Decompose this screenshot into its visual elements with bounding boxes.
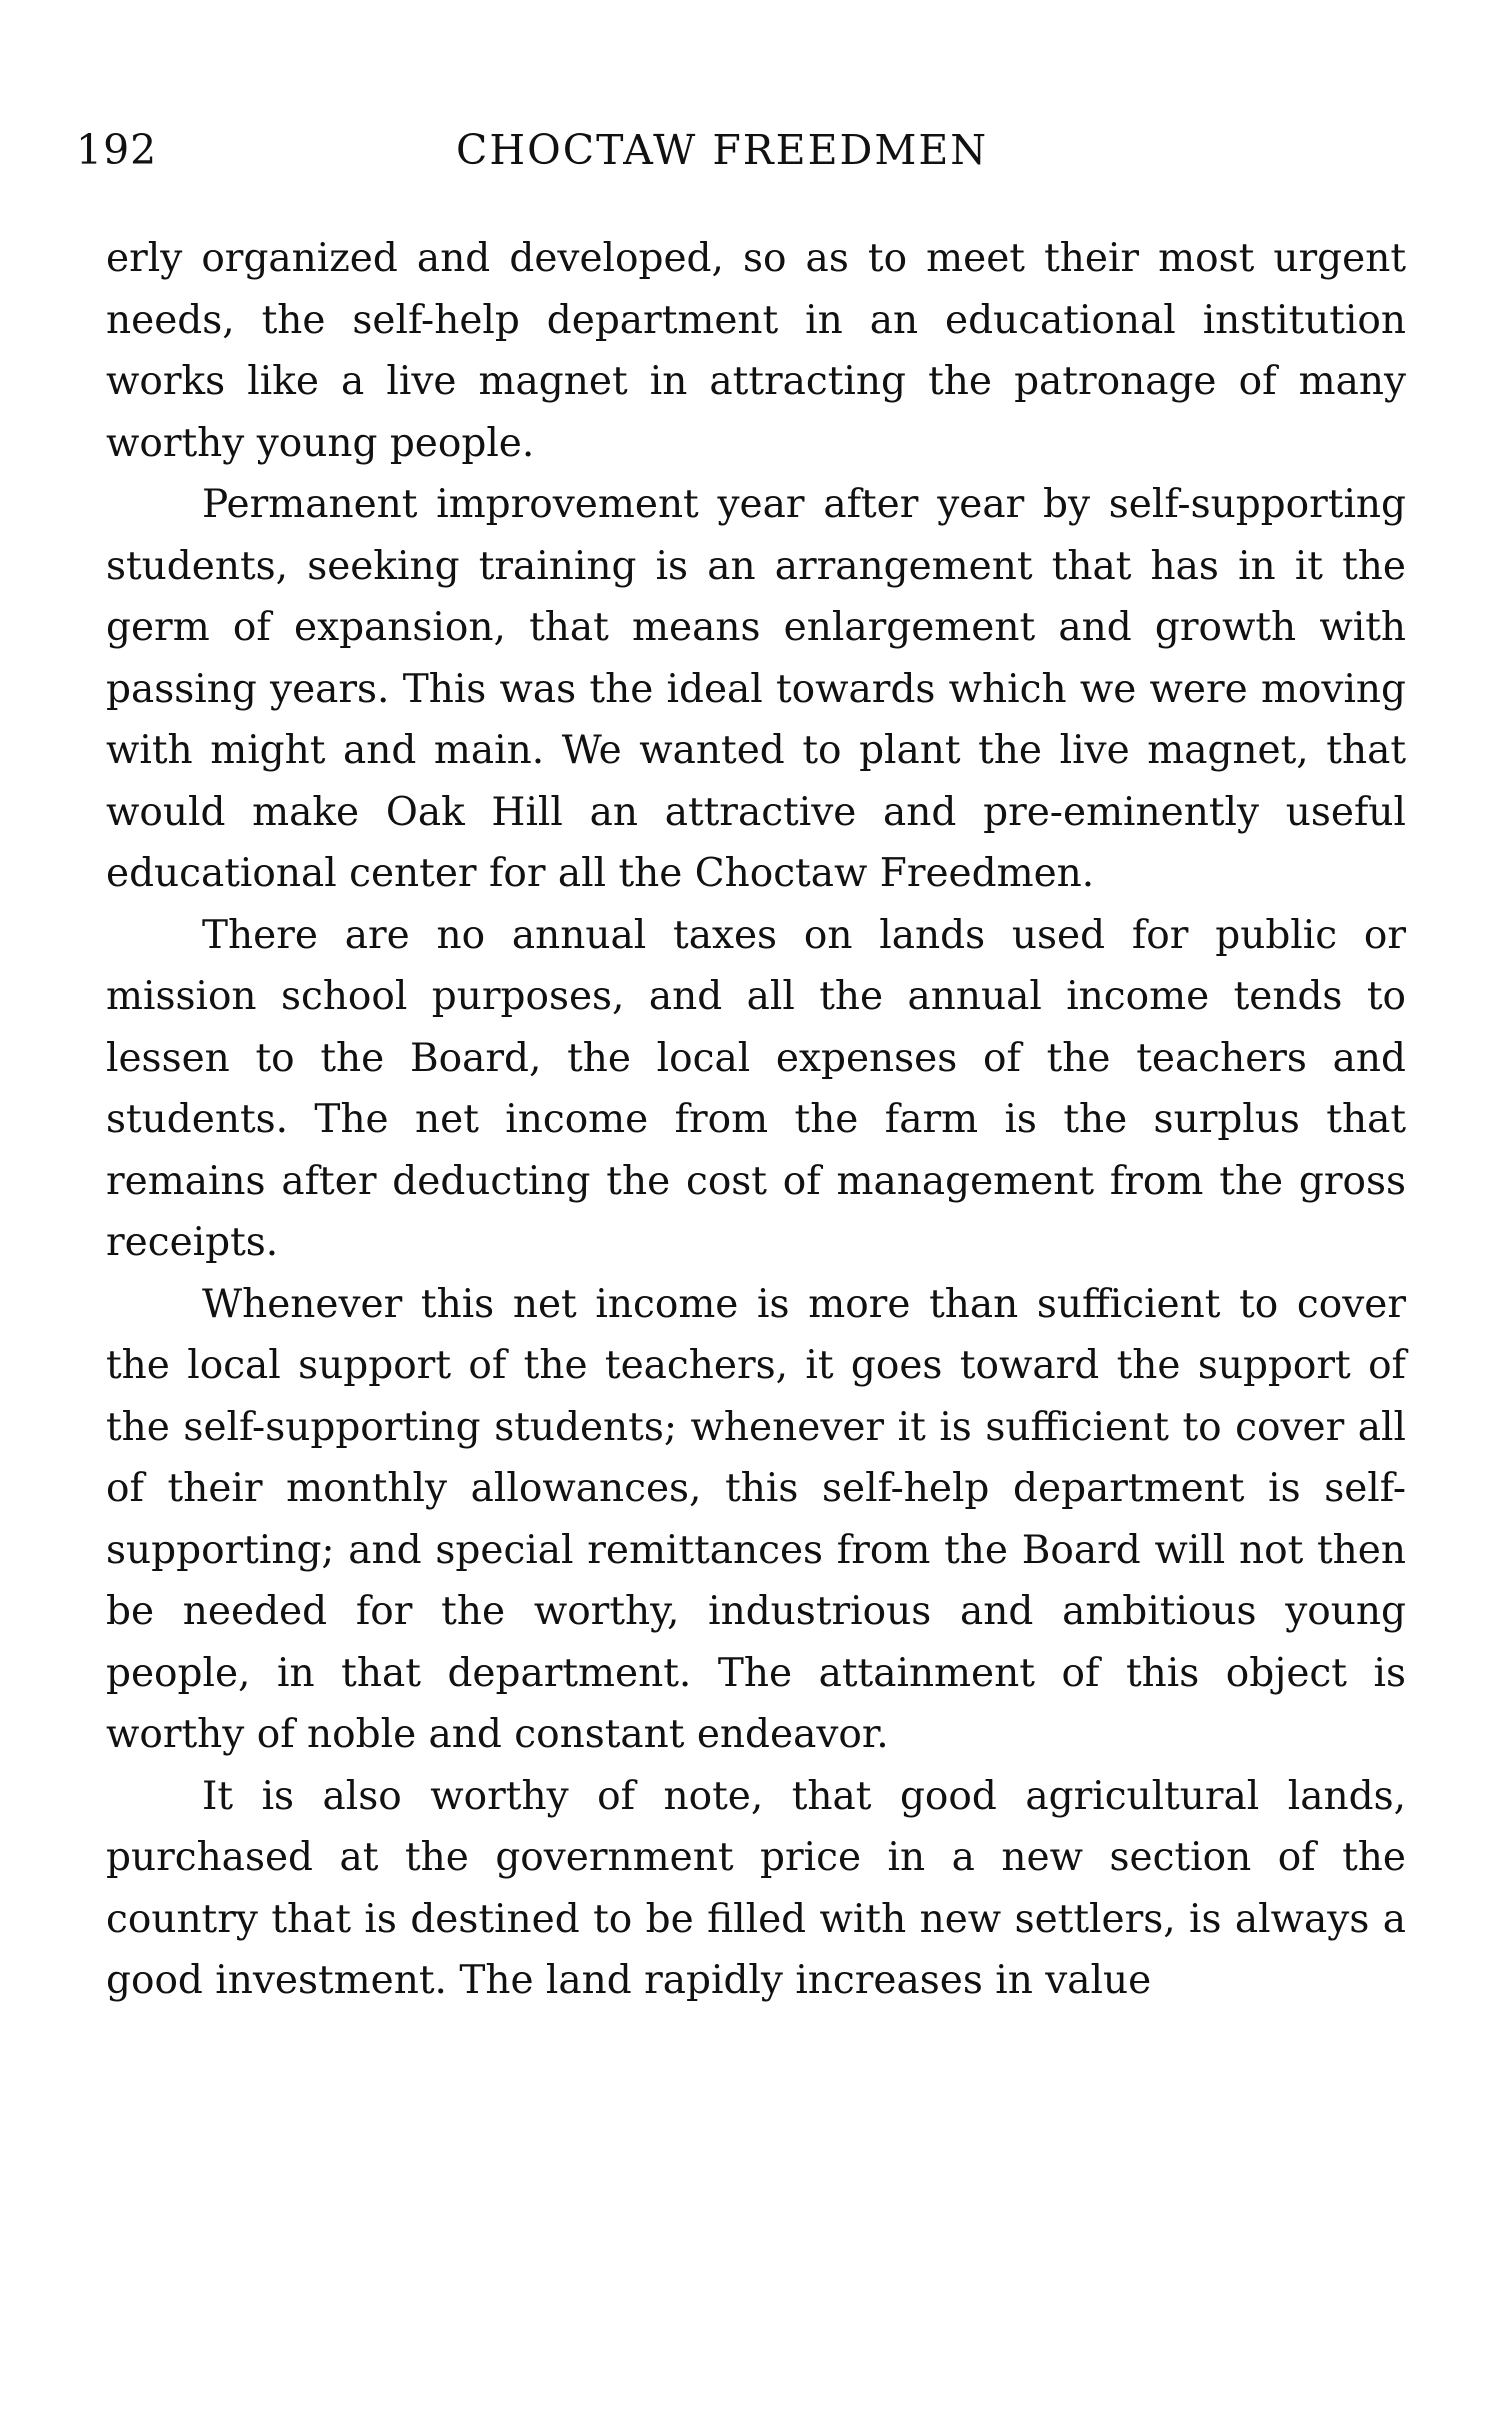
paragraph-annual-taxes: There are no annual taxes on lands used for public or mission school purposes, and all the annual income tends to lessen to the Board, the local expenses of the teachers and students. The net income from the farm is the surplus that remains after deducting the cost of management from the gross receipts.	[106, 912, 1406, 1265]
page-number: 192	[76, 126, 158, 174]
body-text	[106, 228, 1406, 2012]
paragraph-permanent-improvement: Permanent improvement year after year by self-supporting students, seeking training is an arrangement that has in it the germ of expansion, that means enlargement and growth with passing years. This was the ideal towards which we were moving with might and main. We wanted to plant the live magnet, that would make Oak Hill an attractive and pre-eminently useful educational center for all the Choctaw Freedmen.	[106, 482, 1406, 896]
paragraph-net-income: Whenever this net income is more than sufficient to cover the local support of the teachers, it goes toward the support of the self-supporting students; whenever it is sufficient to cover all of their monthly allowances, this self-help department is self-supporting; and special remittances from the Board will not then be needed for the worthy, industrious and ambitious young people, in that department. The attainment of this object is worthy of noble and constant endeavor.	[106, 1281, 1406, 1757]
paragraph-continuation: erly organized and developed, so as to meet their most urgent needs, the self-help department in an educational institution works like a live magnet in attracting the patronage of many worthy young people.	[106, 236, 1406, 466]
paragraph-agricultural-lands: It is also worthy of note, that good agricultural lands, purchased at the government price in a new section of the country that is destined to be filled with new settlers, is always a good investment. The land rapidly increases in value	[106, 1773, 1406, 2003]
running-header	[76, 126, 1409, 186]
running-title: CHOCTAW FREEDMEN	[456, 126, 989, 174]
